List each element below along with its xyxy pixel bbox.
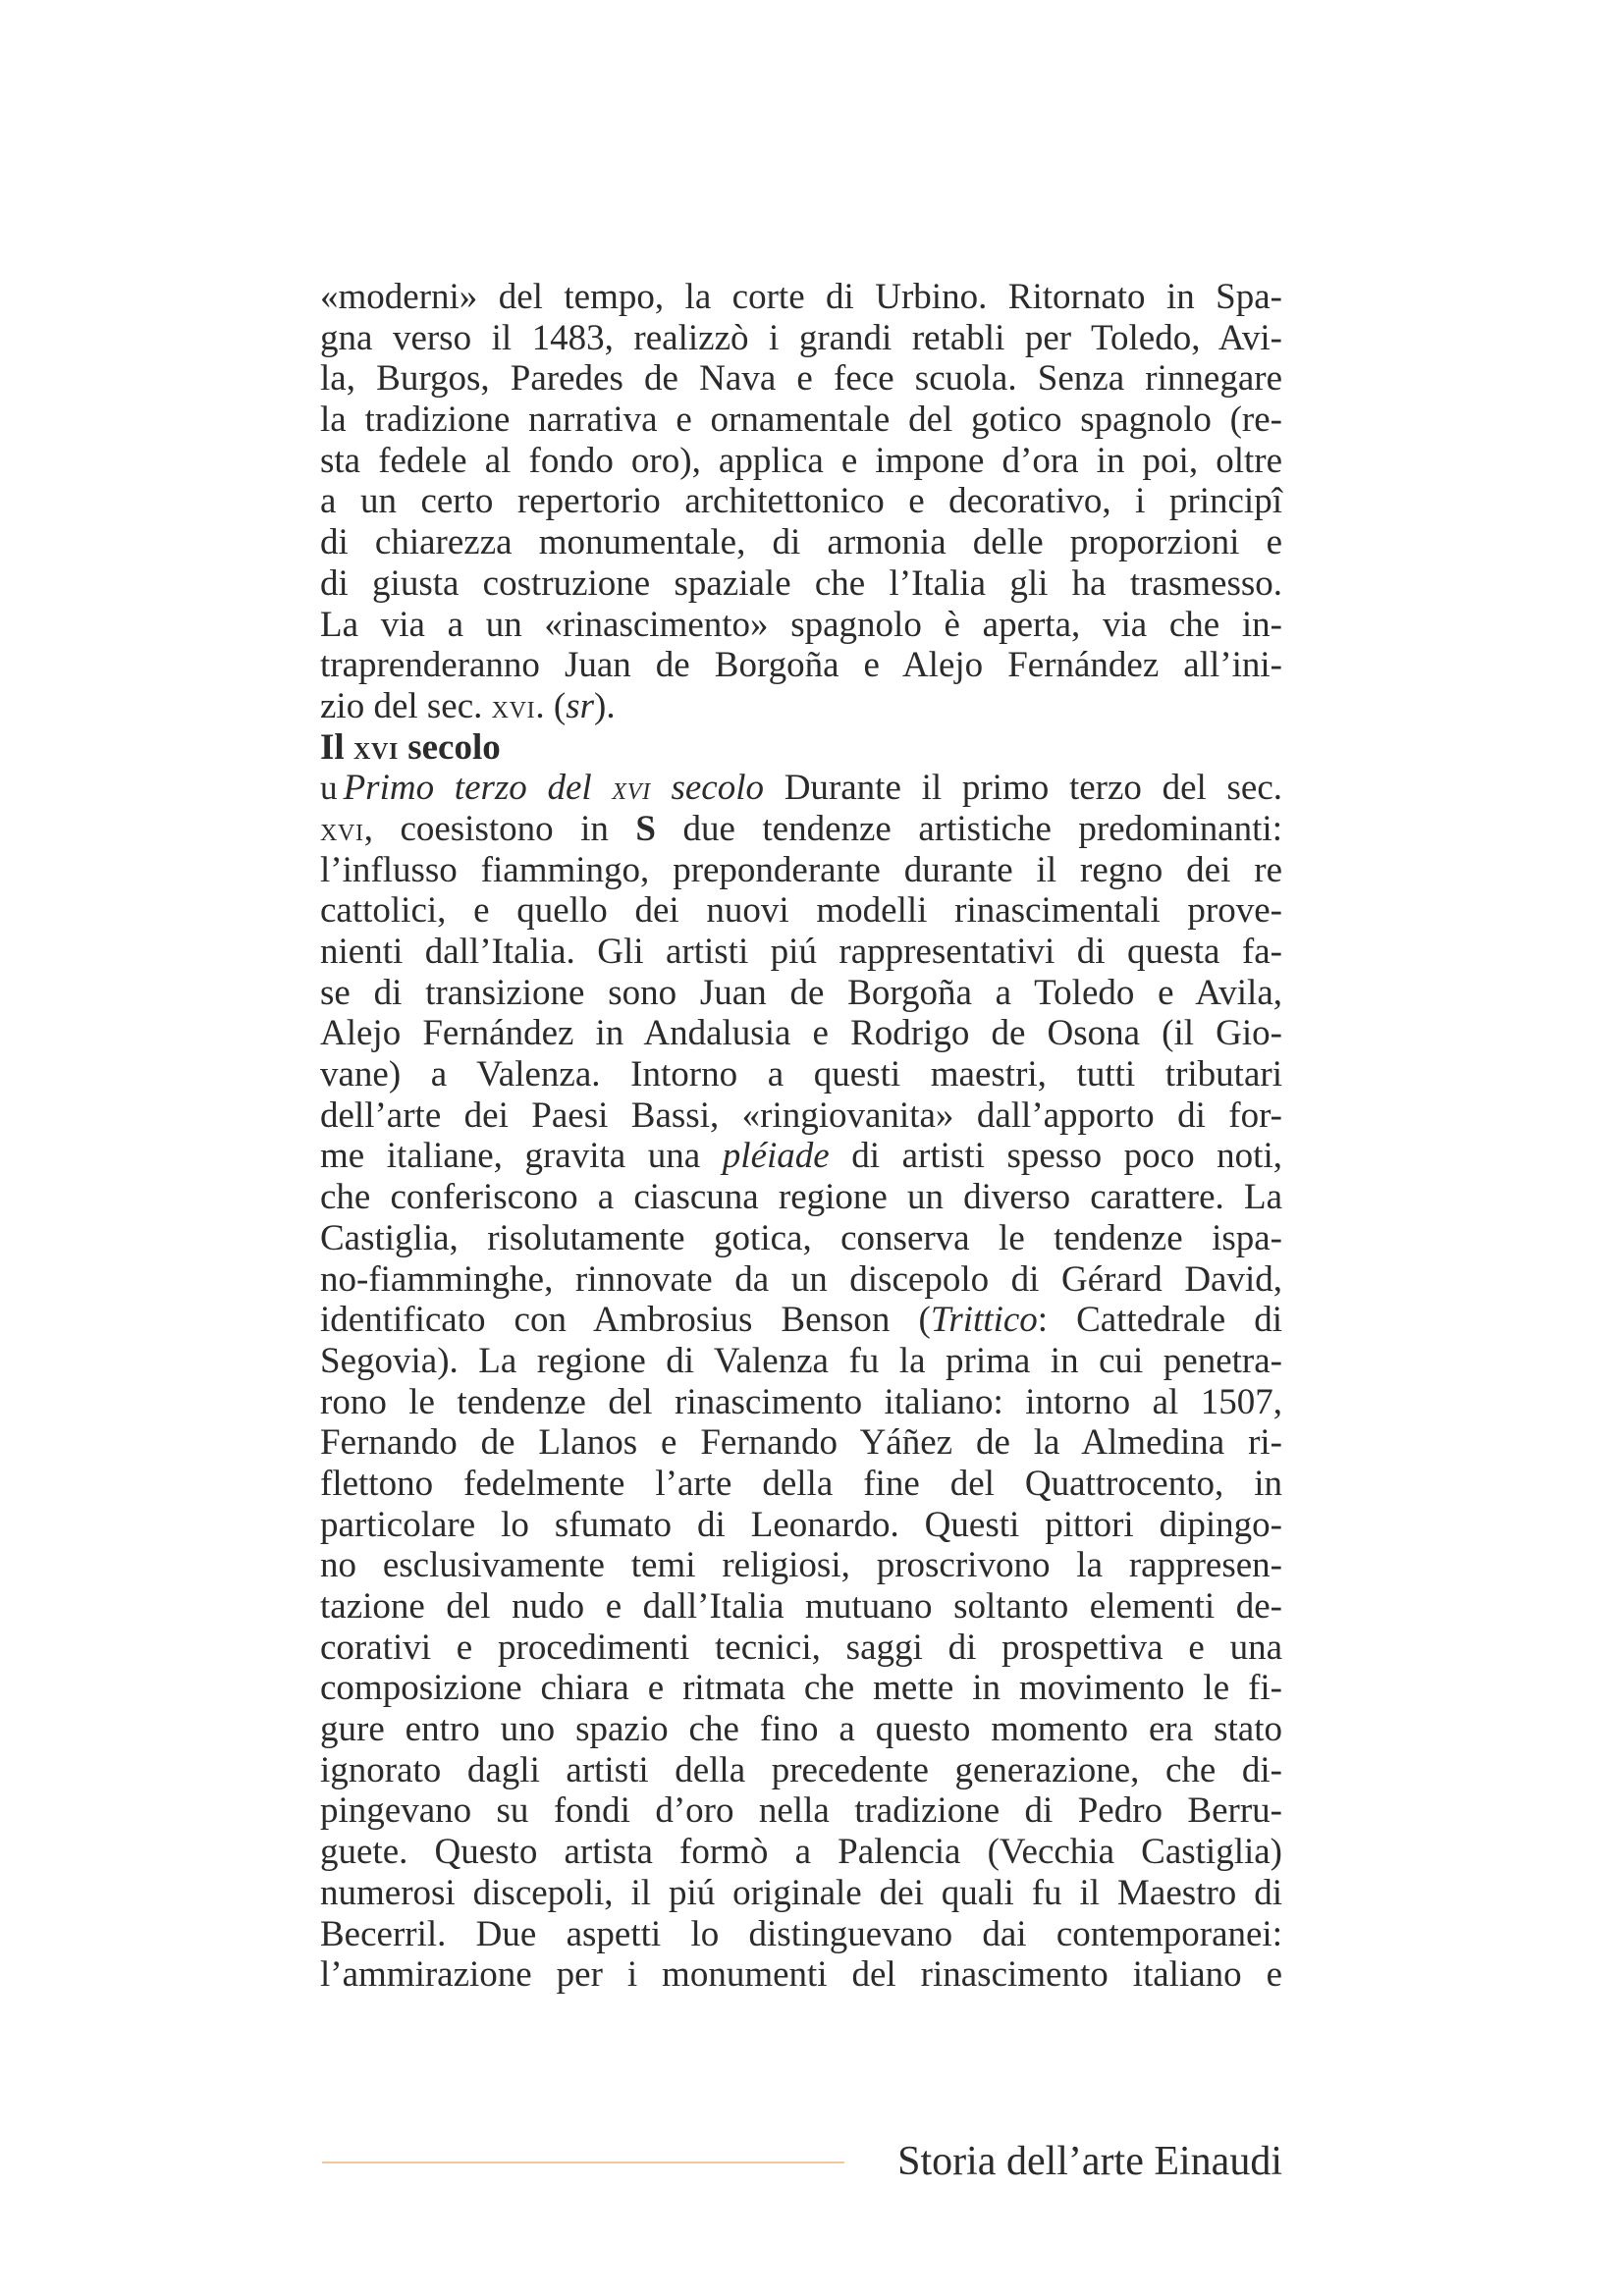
text-line: composizione chiara e ritmata che mette in movimento le fi- — [320, 1668, 1282, 1709]
text-line: Castiglia, risolutamente gotica, conserva le tendenze ispa- — [320, 1217, 1282, 1258]
text-line: particolare lo sfumato di Leonardo. Questi pittori dipingo- — [320, 1504, 1282, 1545]
line-text: me italiane, gravita una — [320, 1136, 723, 1177]
line-text: identificato con Ambrosius Benson ( — [320, 1300, 931, 1341]
author-initials: sr — [566, 685, 594, 726]
line-text: ). — [594, 685, 616, 726]
roman-numeral: xvi — [320, 811, 364, 848]
text-line: no esclusivamente temi religiosi, proscrivono la rappresen- — [320, 1545, 1282, 1586]
text-line: di giusta costruzione spaziale che l’Italia gli ha trasmesso. — [320, 562, 1282, 604]
text-line: che conferiscono a ciascuna regione un diverso carattere. La — [320, 1177, 1282, 1218]
subsection-first-line — [320, 768, 1282, 809]
text-line: di chiarezza monumentale, di armonia delle proporzioni e — [320, 522, 1282, 563]
line-text: : Cattedrale di — [1037, 1300, 1282, 1341]
subsection-second-line — [320, 809, 1282, 850]
text-line: rono le tendenze del rinascimento italiano: intorno al 1507, — [320, 1381, 1282, 1422]
line-text: due tendenze artistiche predominanti: — [655, 808, 1282, 849]
text-line: traprenderanno Juan de Borgoña e Alejo Fernández all’ini- — [320, 645, 1282, 686]
text-line: pingevano su fondi d’oro nella tradizione di Pedro Berru- — [320, 1790, 1282, 1832]
trittico-line — [320, 1300, 1282, 1341]
text-line: ignorato dagli artisti della precedente generazione, che di- — [320, 1749, 1282, 1790]
subsection-title — [344, 768, 764, 808]
text-line: la tradizione narrativa e ornamentale del gotico spagnolo (re- — [320, 400, 1282, 441]
paragraph-end-line — [320, 686, 1282, 727]
text-line: la, Burgos, Paredes de Nava e fece scuola. Senza rinnegare — [320, 358, 1282, 400]
line-text: zio del sec. — [320, 685, 492, 726]
text-line: sta fedele al fondo oro), applica e impone d’ora in poi, oltre — [320, 440, 1282, 481]
text-line: Fernando de Llanos e Fernando Yáñez de la Almedina ri- — [320, 1422, 1282, 1464]
text-line: Segovia). La regione di Valenza fu la prima in cui penetra- — [320, 1340, 1282, 1381]
title-numeral: xvi — [612, 771, 651, 808]
text-line: corativi e procedimenti tecnici, saggi di prospettiva e una — [320, 1627, 1282, 1668]
text-line: «moderni» del tempo, la corte di Urbino. Ritornato in Spa- — [320, 277, 1282, 317]
paragraph-castiglia — [320, 1177, 1282, 1300]
text-line: Alejo Fernández in Andalusia e Rodrigo de Osona (il Gio- — [320, 1013, 1282, 1054]
text-line: se di transizione sono Juan de Borgoña a Toledo e Avila, — [320, 972, 1282, 1013]
paragraph-valenza — [320, 1341, 1282, 1996]
body-text — [320, 277, 1282, 1996]
text-line: guete. Questo artista formò a Palencia (Vecchia Castiglia) — [320, 1832, 1282, 1873]
text-line: La via a un «rinascimento» spagnolo è aperta, via che in- — [320, 604, 1282, 645]
text-line: dell’arte dei Paesi Bassi, «ringiovanita» dall’apporto di for- — [320, 1095, 1282, 1136]
section-heading — [320, 727, 1282, 769]
text-line: l’ammirazione per i monumenti del rinascimento italiano e — [320, 1954, 1282, 1996]
text-line: gna verso il 1483, realizzò i grandi retabli per Toledo, Avi- — [320, 317, 1282, 358]
text-line: gure entro uno spazio che fino a questo momento era stato — [320, 1709, 1282, 1750]
title-text: secolo — [650, 768, 764, 809]
text-line: flettono fedelmente l’arte della fine del Quattrocento, in — [320, 1463, 1282, 1504]
text-line: no-fiamminghe, rinnovate da un discepolo di Gérard David, — [320, 1258, 1282, 1300]
heading-text: Il — [320, 726, 353, 768]
italic-term: pléiade — [722, 1136, 830, 1177]
text-line: l’influsso fiammingo, preponderante durante il regno dei re — [320, 849, 1282, 890]
line-text: , coesistono in — [363, 808, 636, 849]
footer-title: Storia dell’arte Einaudi — [897, 2139, 1282, 2184]
line-text: . ( — [535, 685, 567, 726]
paragraph-urbino — [320, 277, 1282, 686]
text-line: vane) a Valenza. Intorno a questi maestri, tutti tributari — [320, 1054, 1282, 1095]
heading-numeral: xvi — [352, 729, 399, 767]
text-line: nienti dall’Italia. Gli artisti piú rappresentativi di questa fa- — [320, 932, 1282, 972]
text-line: tazione del nudo e dall’Italia mutuano soltanto elementi de- — [320, 1586, 1282, 1627]
text-line: Becerril. Due aspetti lo distinguevano dai contemporanei: — [320, 1913, 1282, 1954]
artwork-title: Trittico — [930, 1300, 1038, 1341]
footer-rule — [322, 2162, 844, 2163]
line-text: di artisti spesso poco noti, — [829, 1136, 1282, 1177]
line-text: Durante il primo terzo del sec. — [764, 768, 1282, 809]
heading-text: secolo — [398, 726, 501, 768]
paragraph-flemish — [320, 850, 1282, 1137]
title-text: Primo terzo del — [343, 768, 613, 809]
text-line: numerosi discepoli, il piú originale dei quali fu il Maestro di — [320, 1872, 1282, 1913]
roman-numeral: xvi — [491, 688, 536, 725]
text-line: a un certo repertorio architettonico e decorativo, i principî — [320, 481, 1282, 522]
bullet-icon: u — [320, 769, 338, 808]
pleiade-line — [320, 1136, 1282, 1177]
spain-abbreviation: S — [635, 808, 656, 849]
text-line: cattolici, e quello dei nuovi modelli rinascimentali prove- — [320, 890, 1282, 932]
